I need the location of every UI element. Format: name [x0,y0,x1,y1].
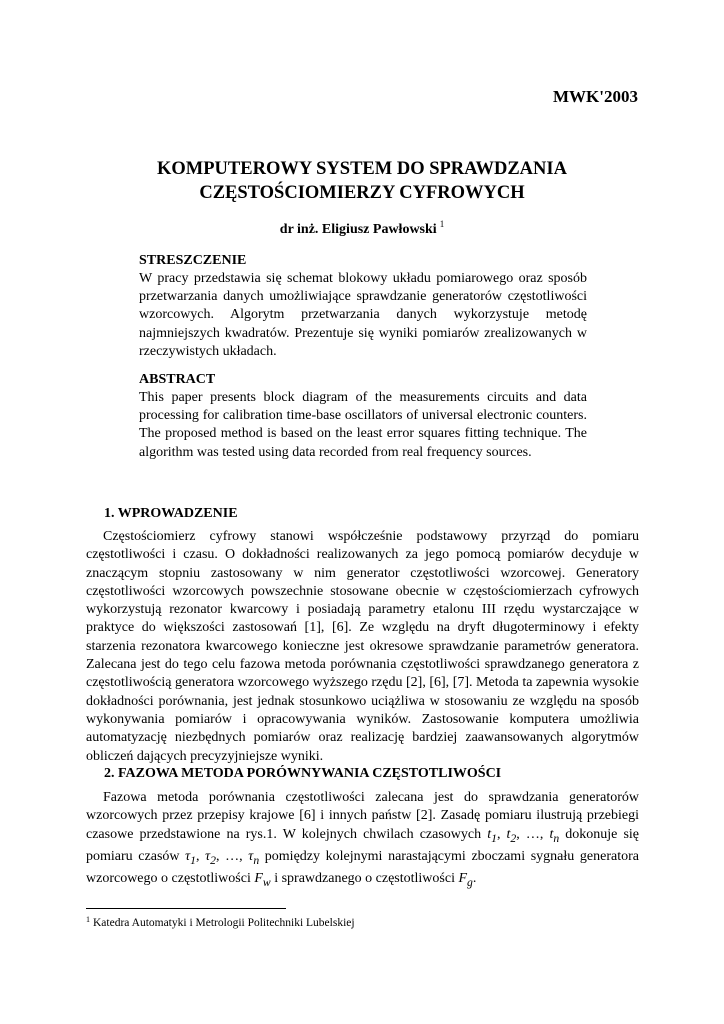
streszczenie-heading: STRESZCZENIE [139,253,247,268]
author-line [0,219,724,238]
footnote-mark: 1 [86,915,90,924]
paper-title [0,157,724,205]
footnote-text: Katedra Automatyki i Metrologii Politechniki Lubelskiej [93,917,355,929]
title-line-1: KOMPUTEROWY SYSTEM DO SPRAWDZANIA [157,159,567,179]
abstract-text: This paper presents block diagram of the measurements circuits and data processing for calibration time-base oscillators of universal electronic counters. The proposed method is based on the least error squares fitting technique. The algorithm was tested using data recorded from real frequency sources. [139,390,587,460]
section-2-paragraph: Fazowa metoda porównania częstotliwości zalecana jest do sprawdzania generatorów wzorcowych przez przepisy krajowe [6] i innych państw [2]. Zasadę pomiaru ilustrują przebiegi czasowe przedstawione na rys.1. W kolejnych chwilach czasowych $t_1$, $t_2$, …, $t_n$ dokonuje się pomiaru czasów $\tau_1$, $\tau_2$, …, $\tau_n$ pomiędzy kolejnymi narastającymi zboczami sygnału generatora wzorcowego o częstotliwości $F_w$ i sprawdzanego o częstotliwości $F_g$. [86,790,640,889]
section-1-paragraph: Częstościomierz cyfrowy stanowi współcześnie podstawowy przyrząd do pomiaru częstotliwości i czasu. O dokładności realizowanych za jego pomocą pomiarów decyduje w znaczącym stopniu zastosowany w nim generator częstotliwości wzorcowej. Generatory częstotliwości wzorcowych powszechnie stosowane obecnie w częstościomierzach cyfrowych wykorzystują rezonator kwarcowy i posiadają parametry etalonu III rzędu wystarczające w praktyce do większości zastosowań [1], [6]. Ze względu na dryft długoterminowy i efekty starzenia rezonatora kwarcowego konieczne jest okresowe sprawdzanie parametrów generatora. Zalecana jest do tego celu fazowa metoda porównania częstotliwości sprawdzanego generatora z częstotliwością generatora wzorcowego wyższego rzędu [2], [6], [7]. Metoda ta zapewnia wysokie dokładności porównania, jest jednak stosunkowo uciążliwa w stosowaniu ze względu na sposób wykonywania pomiarów i opracowywania wyników. Zastosowanie komputera umożliwia automatyzację niezbędnych pomiarów oraz realizację bardziej zaawansowanych algorytmów obliczeń dających precyzyjniejsze wyniki. [86,529,639,764]
title-line-2: CZĘSTOŚCIOMIERZY CYFROWYCH [199,183,525,203]
streszczenie-text: W pracy przedstawia się schemat blokowy układu pomiarowego oraz sposób przetwarzania danych umożliwiające sprawdzanie generatorów częstotliwości wzorcowych. Algorytm przetwarzania danych wykorzystuje metodę najmniejszych kwadratów. Prezentuje się wyniki pomiarów zrealizowanych w rzeczywistych układach. [139,271,587,359]
section-1-heading: 1. WPROWADZENIE [104,506,238,521]
abstract-heading: ABSTRACT [139,372,216,387]
author-name: dr inż. Eligiusz Pawłowski [279,222,437,237]
streszczenie-block [139,252,587,361]
section-1-body [86,528,639,766]
abstract-block [139,371,587,462]
conference-label: MWK'2003 [553,87,638,106]
author-footnote-mark: 1 [439,219,445,229]
section-2-body [86,789,639,892]
footnote-divider [86,908,286,909]
footnote [86,915,355,929]
section-2-heading: 2. FAZOWA METODA PORÓWNYWANIA CZĘSTOTLIWOŚCI [104,766,502,781]
